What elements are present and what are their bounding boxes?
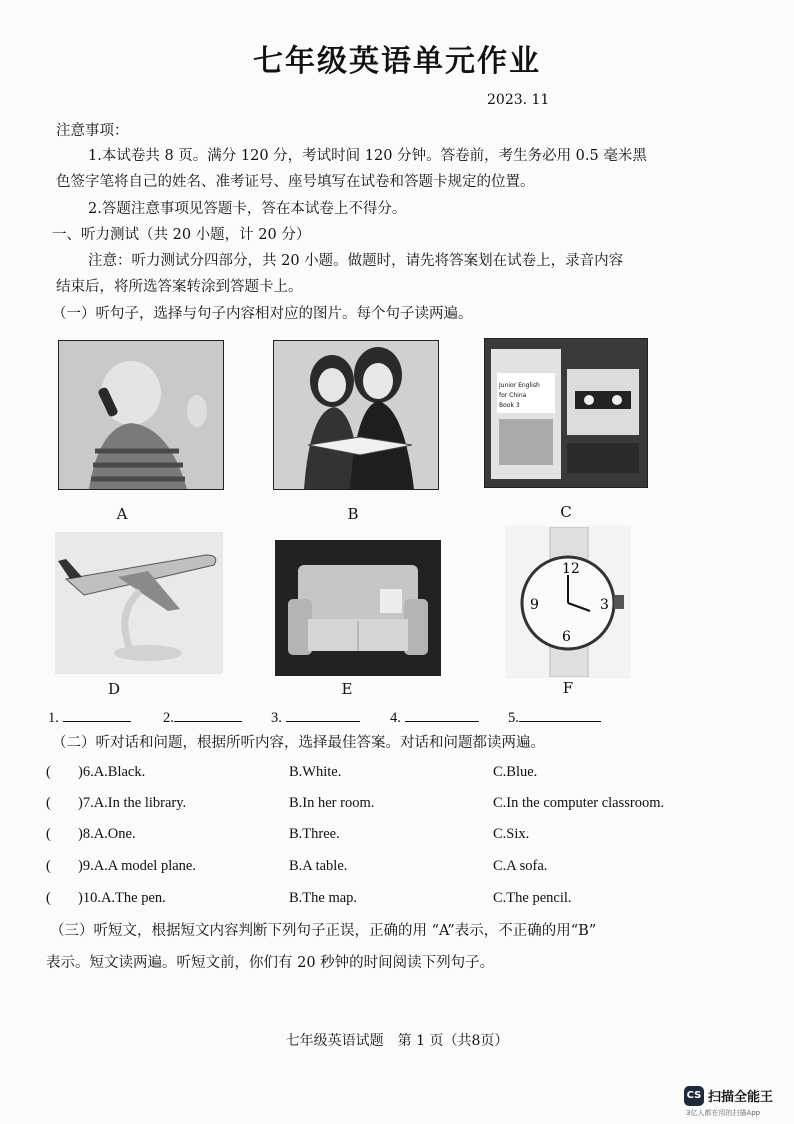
english-book-and-cassette-photo: [484, 338, 648, 488]
picture-label-b: B: [347, 505, 359, 523]
notes-item1-line2: 色签字笔将自己的姓名、准考证号、座号填写在试卷和答题卡规定的位置。: [56, 174, 535, 190]
option-c: C.Blue.: [493, 764, 538, 780]
watch-photo: [505, 526, 631, 678]
answer-paren[interactable]: (: [46, 826, 51, 842]
notes-heading: 注意事项：: [56, 123, 129, 139]
svg-text:6: 6: [562, 629, 571, 645]
option-b: B.The map.: [289, 890, 358, 906]
svg-text:for China: for China: [499, 392, 527, 399]
model-plane-photo: [55, 532, 223, 674]
camscanner-tagline: 3亿人都在用的扫描App: [686, 1109, 761, 1117]
part2-heading: （二）听对话和问题，根据所听内容，选择最佳答案。对话和问题都读两遍。: [52, 735, 545, 751]
picture-label-d: D: [107, 680, 121, 698]
answer-blank-1[interactable]: 1.: [48, 707, 131, 727]
answer-paren[interactable]: (: [46, 795, 51, 811]
answer-paren[interactable]: (: [46, 890, 51, 906]
option-c: C.In the computer classroom.: [493, 795, 665, 811]
question-stem-option-a: )9.A.A model plane.: [78, 858, 196, 874]
option-c: C.A sofa.: [493, 858, 548, 874]
picture-label-a: A: [116, 505, 128, 523]
two-girls-reading-photo: [273, 340, 439, 490]
answer-blank-2[interactable]: 2.: [163, 707, 242, 727]
page-title: 七年级英语单元作业: [253, 44, 541, 79]
part1-heading: （一）听句子，选择与句子内容相对应的图片。每个句子读两遍。: [52, 306, 473, 322]
picture-label-c: C: [560, 503, 572, 521]
question-stem-option-a: )7.A.In the library.: [78, 795, 187, 811]
answer-blank-4[interactable]: 4.: [390, 707, 479, 727]
question-stem-option-a: )8.A.One.: [78, 826, 136, 842]
picture-label-e: E: [341, 680, 353, 698]
exam-date: 2023. 11: [487, 92, 550, 108]
option-c: C.Six.: [493, 826, 530, 842]
camscanner-name: 扫描全能王: [708, 1090, 774, 1105]
svg-text:9: 9: [530, 597, 539, 613]
part3-line1: （三）听短文，根据短文内容判断下列句子正误，正确的用 “A”表示，不正确的用“B”: [50, 923, 597, 939]
option-b: B.A table.: [289, 858, 348, 874]
section1-note-line2: 结束后，将所选答案转涂到答题卡上。: [56, 279, 303, 295]
answer-paren[interactable]: (: [46, 764, 51, 780]
option-c: C.The pencil.: [493, 890, 572, 906]
part3-line2: 表示。短文读两遍。听短文前，你们有 20 秒钟的时间阅读下列句子。: [46, 955, 495, 971]
notes-item2: 2.答题注意事项见答题卡，答在本试卷上不得分。: [88, 201, 407, 217]
section1-note-line1: 注意：听力测试分四部分，共 20 小题。做题时，请先将答案划在试卷上，录音内容: [88, 253, 624, 269]
answer-blank-3[interactable]: 3.: [271, 707, 360, 727]
section1-heading: 一、听力测试（共 20 小题，计 20 分）: [52, 227, 311, 243]
option-b: B.Three.: [289, 826, 340, 842]
answer-blank-5[interactable]: 5.: [508, 707, 601, 727]
svg-text:Junior English: Junior English: [499, 382, 540, 389]
svg-text:12: 12: [562, 561, 580, 577]
picture-label-f: F: [562, 679, 574, 697]
answer-paren[interactable]: (: [46, 858, 51, 874]
camscanner-logo-icon: CS: [684, 1086, 704, 1106]
option-b: B.White.: [289, 764, 342, 780]
question-stem-option-a: )10.A.The pen.: [78, 890, 166, 906]
svg-text:3: 3: [600, 597, 609, 613]
question-stem-option-a: )6.A.Black.: [78, 764, 146, 780]
notes-item1-line1: 1.本试卷共 8 页。满分 120 分，考试时间 120 分钟。答卷前，考生务必用 0.5 毫米黑: [88, 148, 647, 164]
option-b: B.In her room.: [289, 795, 375, 811]
sofa-photo: [275, 540, 441, 676]
baby-on-phone-photo: [58, 340, 224, 490]
page-footer: 七年级英语试题 第 1 页（共8页）: [285, 1033, 509, 1049]
svg-text:Book 3: Book 3: [499, 402, 520, 409]
